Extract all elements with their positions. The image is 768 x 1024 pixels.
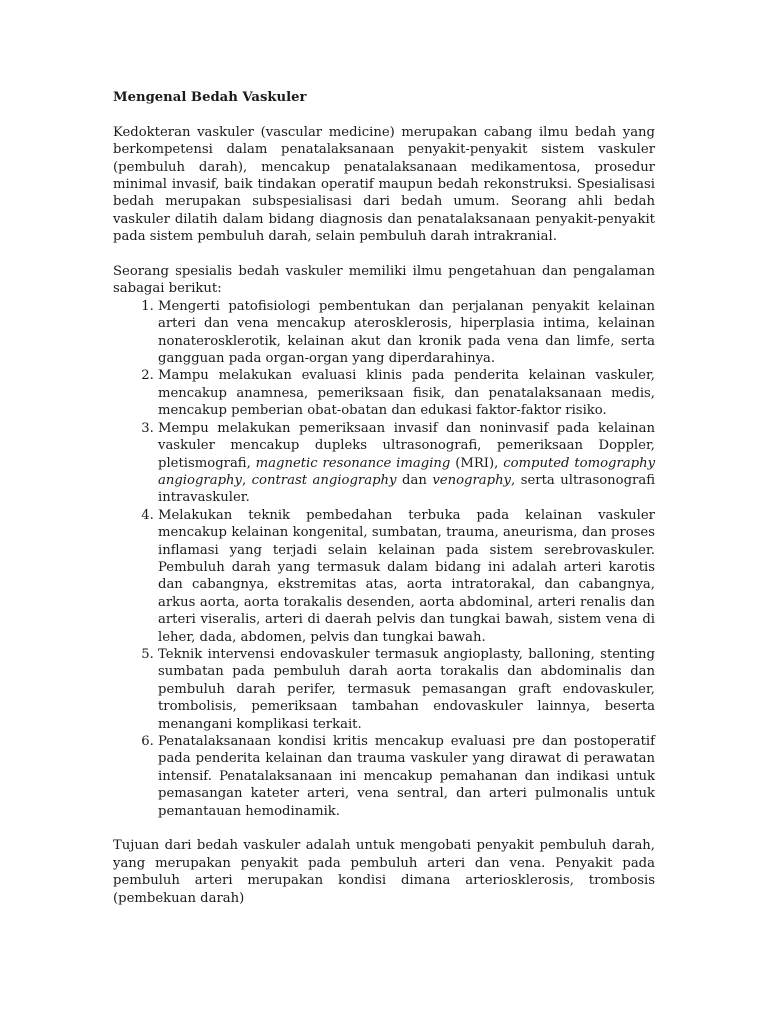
- list-item-text: , serta ultrasonografi intravaskuler.: [158, 472, 655, 506]
- paragraph-intro: Kedokteran vaskuler (vascular medicine) merupakan cabang ilmu bedah yang berkompetensi dalam penatalaksanaan penyakit-penyakit sistem vaskuler (pembuluh darah), mencakup penatalaksanaan medikamentosa, prosedur minimal invasif, baik tindakan operatif maupun bedah rekonstruksi. Spesialisasi bedah merupakan subspesialisasi dari bedah umum. Seorang ahli bedah vaskuler dilatih dalam bidang diagnosis dan penatalaksanaan penyakit-penyakit pada sistem pembuluh darah, selain pembuluh darah intrakranial.: [113, 124, 655, 245]
- list-item-term: contrast angiography: [251, 472, 397, 488]
- list-item-term: computed tomography angiography: [158, 455, 656, 488]
- list-item: 6. Penatalaksanaan kondisi kritis mencakup evaluasi pre dan postoperatif pada penderita kelainan dan trauma vaskuler yang dirawat di perawatan intensif. Penatalaksanaan ini mencakup pemahanan dan indikasi untuk pemasangan kateter arteri, vena sentral, dan arteri pulmonalis untuk pemantauan hemodinamik.: [158, 733, 655, 820]
- document-page: [113, 89, 655, 924]
- list-item: 1. Mengerti patofisiologi pembentukan dan perjalanan penyakit kelainan arteri dan vena mencakup aterosklerosis, hiperplasia intima, kelainan nonaterosklerotik, kelainan akut dan kronik pada vena dan limfe, serta gangguan pada organ-organ yang diperdarahinya.: [158, 298, 655, 368]
- list-item: 5. Teknik intervensi endovaskuler termasuk angioplasty, balloning, stenting sumbatan pada pembuluh darah aorta torakalis dan abdominalis dan pembuluh darah perifer, termasuk pemasangan graft endovaskuler, trombolisis, pemeriksaan tambahan endovaskuler lainnya, beserta menangani komplikasi terkait.: [158, 646, 655, 733]
- list-item-text: dan: [396, 472, 433, 488]
- list-item-text: (MRI),: [450, 455, 504, 471]
- list-item-text: Mempu melakukan pemeriksaan invasif dan noninvasif pada kelainan vaskuler mencakup dupleks ultrasonografi, pemeriksaan Doppler, pletismografi,: [158, 420, 655, 471]
- list-item: [158, 420, 655, 507]
- document-title: Mengenal Bedah Vaskuler: [113, 90, 307, 105]
- list-item-term: magnetic resonance imaging: [255, 455, 451, 471]
- paragraph-list-intro: Seorang spesialis bedah vaskuler memiliki ilmu pengetahuan dan pengalaman sabagai berikut:: [113, 264, 655, 297]
- list-item: 4. Melakukan teknik pembedahan terbuka pada kelainan vaskuler mencakup kelainan kongenital, sumbatan, trauma, aneurisma, dan proses inflamasi yang terjadi selain kelainan pada sistem serebrovaskuler. Pembuluh darah yang termasuk dalam bidang ini adalah arteri karotis dan cabangnya, ekstremitas atas, aorta intratorakal, dan cabangnya, arkus aorta, aorta torakalis desenden, aorta abdominal, arteri renalis dan arteri viseralis, arteri di daerah pelvis dan tungkai bawah, sistem vena di leher, dada, abdomen, pelvis dan tungkai bawah.: [158, 507, 655, 646]
- list-item-term: venography: [432, 472, 512, 488]
- list-item: 2. Mampu melakukan evaluasi klinis pada penderita kelainan vaskuler, mencakup anamnesa, pemeriksaan fisik, dan penatalaksanaan medis, mencakup pemberian obat-obatan dan edukasi faktor-faktor risiko.: [158, 367, 655, 419]
- paragraph-conclusion: Tujuan dari bedah vaskuler adalah untuk mengobati penyakit pembuluh darah, yang merupakan penyakit pada pembuluh arteri dan vena. Penyakit pada pembuluh arteri merupakan kondisi dimana arteriosklerosis, trombosis (pembekuan darah): [113, 838, 655, 906]
- list-item-text: ,: [241, 472, 252, 488]
- competency-list: [113, 298, 655, 820]
